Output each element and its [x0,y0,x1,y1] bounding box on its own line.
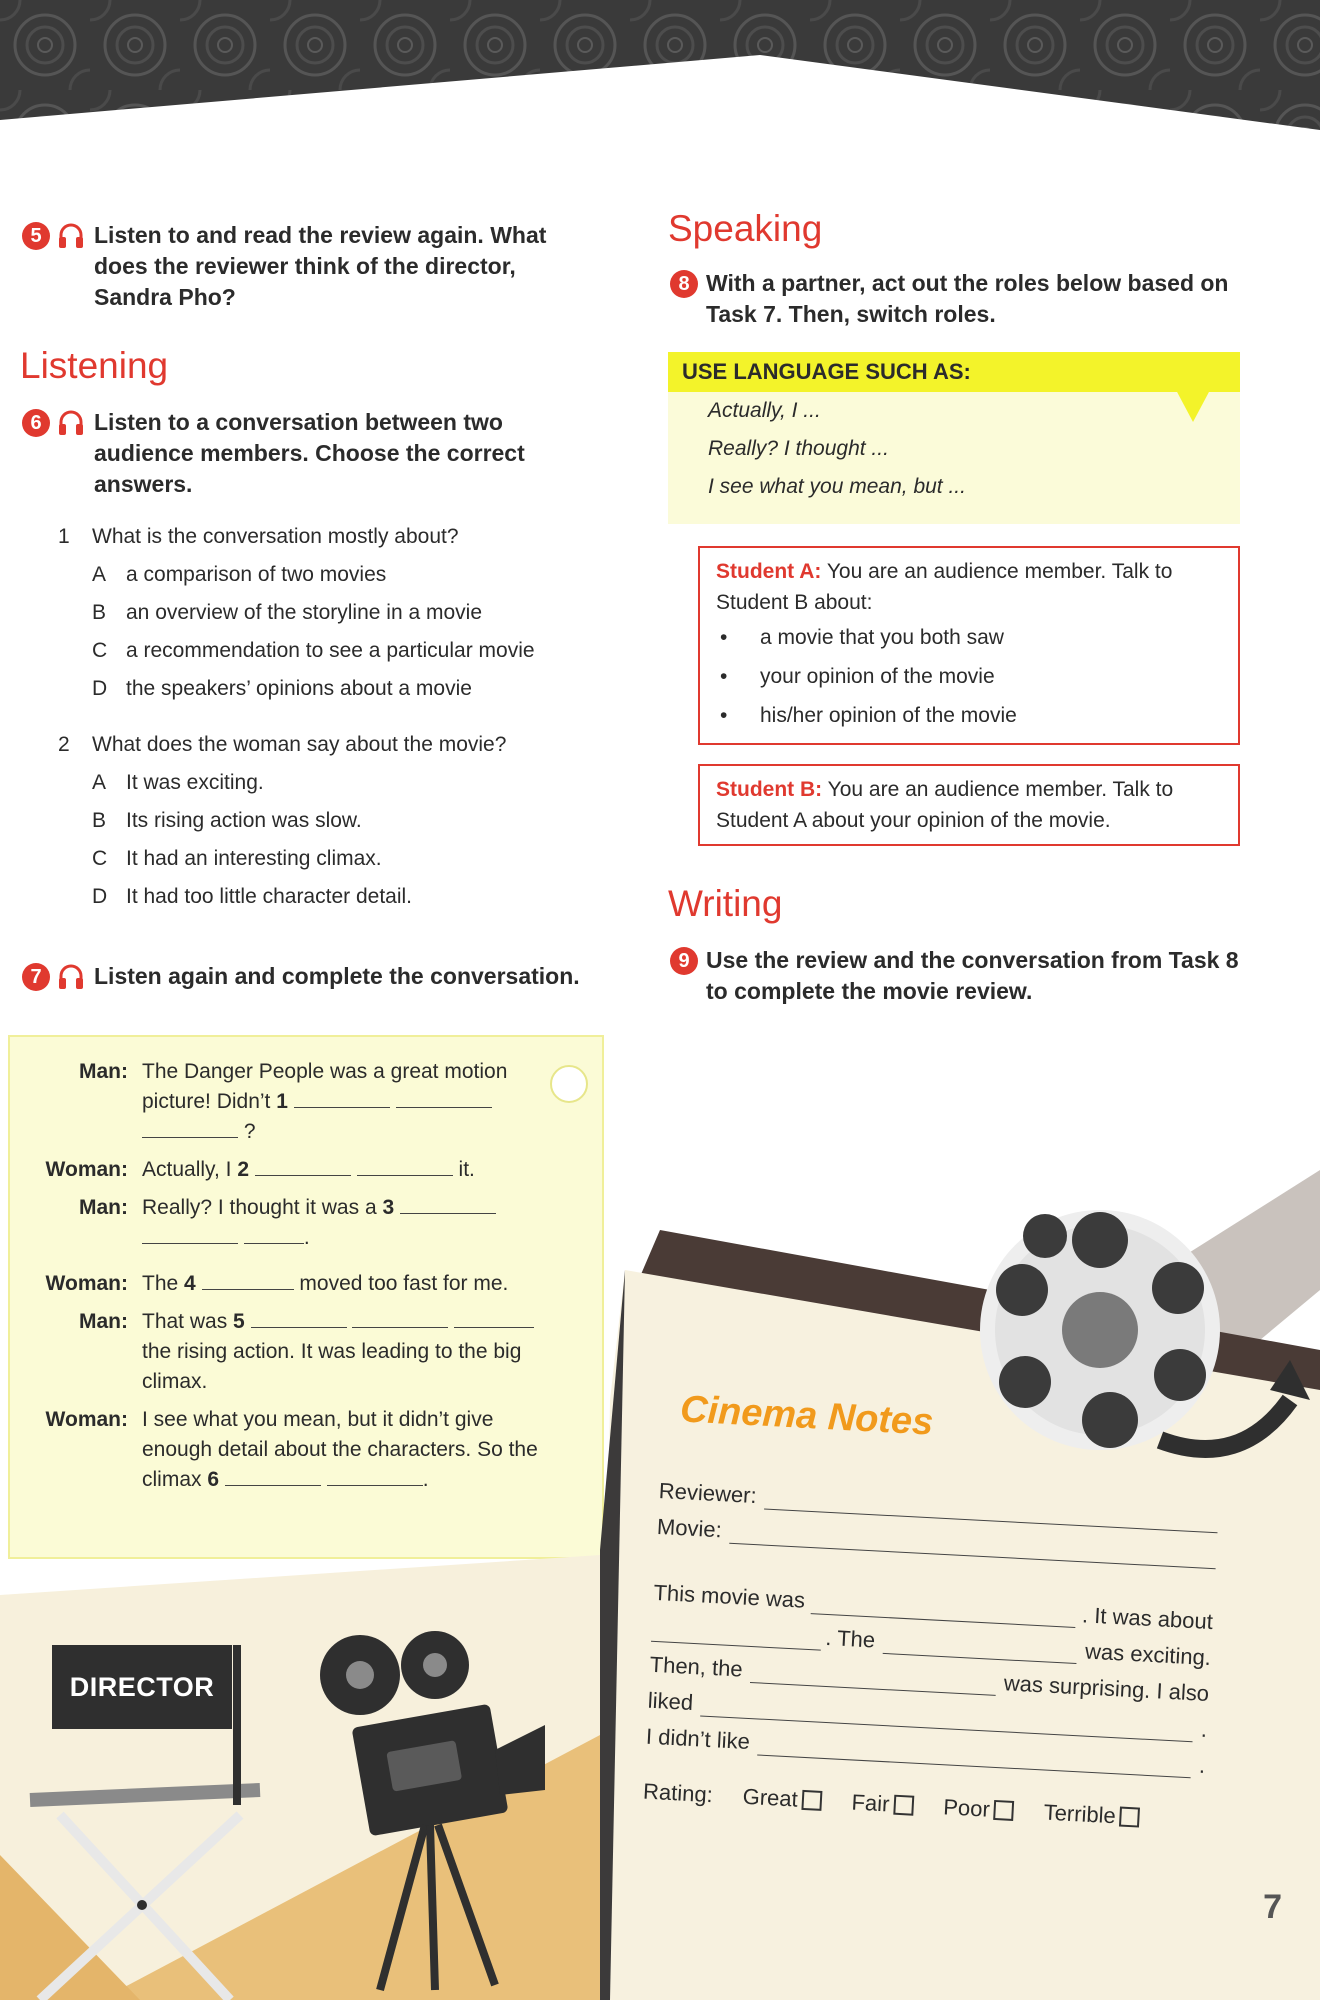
task-5-instruction [22,220,582,313]
option-letter: D [92,677,108,700]
review-text: liked [647,1687,694,1716]
speaking-heading: Speaking [668,208,823,249]
blank-number: 5 [233,1310,245,1333]
headphones-icon [58,409,84,437]
answer-blank[interactable] [327,1467,423,1486]
director-illustration [0,1555,600,2000]
line-end: . [303,1226,310,1249]
option-letter: A [92,771,107,794]
option-text: a recommendation to see a particular movie [126,639,535,662]
dialogue-line [142,1269,566,1299]
option-text: It was exciting. [126,771,264,794]
task-text: Listen to a conversation between two audience members. Choose the correct answers. [94,409,525,497]
page-number: 7 [1263,1888,1282,1926]
question-number: 2 [58,733,70,756]
blank-number: 3 [382,1196,395,1219]
student-a-role-card [698,546,1240,745]
language-phrase: Really? I thought ... [708,437,889,460]
task-text: Listen to and read the review again. What does the reviewer think of the director, Sandra Pho? [94,222,547,310]
speaker-label: Man: [79,1310,128,1333]
line-end: ? [243,1120,256,1143]
review-text: . It was about [1081,1602,1214,1635]
rating-option-great[interactable] [742,1784,822,1814]
movie-field[interactable] [729,1543,1216,1569]
option-text: It had too little character detail. [126,885,412,908]
dialogue-line [142,1155,566,1185]
use-language-box [668,352,1240,524]
option-letter: C [92,847,108,870]
headphones-icon [58,963,84,991]
director-sign: DIRECTOR [52,1645,232,1729]
blank-number: 6 [207,1468,220,1491]
review-text: This movie was [652,1579,806,1613]
answer-blank[interactable] [357,1157,453,1176]
option-text: It had an interesting climax. [126,847,382,870]
reviewer-label: Reviewer: [658,1477,758,1509]
checkbox-icon[interactable] [1119,1807,1140,1828]
dialogue-line [142,1057,566,1147]
speaker-label: Woman: [45,1272,128,1295]
rating-label: Rating: [642,1778,714,1808]
bullet-text: your opinion of the movie [760,665,995,688]
checkbox-icon[interactable] [801,1790,822,1811]
answer-option[interactable] [92,594,598,632]
task-number-badge: 9 [670,947,698,975]
use-language-title: USE LANGUAGE SUCH AS: [668,352,1240,392]
dialogue-line [142,1405,566,1495]
answer-option[interactable] [92,802,598,840]
language-phrase: Actually, I ... [708,399,821,422]
answer-blank[interactable] [352,1309,448,1328]
bullet-item: • his/her opinion of the movie [716,696,1222,735]
line-end: moved too fast for me. [299,1272,509,1295]
answer-blank[interactable] [255,1157,351,1176]
rating-option-fair[interactable] [851,1790,914,1819]
line-text: I see what you mean, but it didn’t give enough detail about the characters. So the climax [142,1408,538,1491]
speaker-label: Woman: [45,1158,128,1181]
option-text: a comparison of two movies [126,563,387,586]
blank-number: 4 [184,1272,196,1295]
blank-number: 2 [237,1158,250,1181]
bullet-item: • a movie that you both saw [716,618,1222,657]
listening-heading: Listening [20,345,169,386]
language-phrase: I see what you mean, but ... [708,475,966,498]
question-1 [58,518,598,708]
answer-blank[interactable] [142,1119,238,1138]
review-blank[interactable] [757,1754,1190,1778]
task-number-badge: 5 [22,222,50,250]
line-text: Really? I thought it was a [142,1196,377,1219]
review-text: Then, the [649,1651,744,1682]
answer-blank[interactable] [202,1271,294,1290]
review-text: was exciting. [1084,1638,1212,1671]
answer-blank[interactable] [294,1089,390,1108]
rating-text: Fair [850,1789,891,1817]
speaker-label: Man: [79,1196,128,1219]
answer-option[interactable] [92,632,598,670]
option-letter: C [92,639,108,662]
conversation-panel [8,1035,604,1559]
checkbox-icon[interactable] [993,1800,1014,1821]
rating-option-poor[interactable] [943,1794,1015,1824]
question-text: What does the woman say about the movie? [92,733,507,756]
callout-pointer [1176,390,1210,422]
answer-blank[interactable] [251,1309,347,1328]
line-end: the rising action. It was leading to the big climax. [142,1340,522,1393]
question-text: What is the conversation mostly about? [92,525,459,548]
role-label: Student A: [716,560,822,583]
line-text: That was [142,1310,228,1333]
rating-text: Terrible [1043,1799,1117,1829]
review-text: was surprising. I also [1003,1670,1210,1707]
speaker-label: Man: [79,1060,128,1083]
answer-blank[interactable] [454,1309,534,1328]
answer-option[interactable] [92,556,598,594]
headphones-icon [58,222,84,250]
task-number-badge: 6 [22,409,50,437]
line-text: The [142,1272,179,1295]
movie-review-form [642,1470,1219,1841]
review-text: I didn’t like [645,1723,751,1755]
line-end: it. [458,1158,475,1181]
rating-text: Great [742,1783,799,1812]
option-text: Its rising action was slow. [126,809,362,832]
answer-blank[interactable] [225,1467,321,1486]
role-text: You are an audience member. Talk to Student B about: [716,560,1173,614]
rating-text: Poor [942,1794,991,1822]
answer-option[interactable] [92,840,598,878]
review-text: . The [824,1624,876,1653]
bullet-text: his/her opinion of the movie [760,704,1017,727]
student-b-role-card [698,764,1240,846]
task-number-badge: 8 [670,270,698,298]
option-letter: A [92,563,107,586]
task-text: Use the review and the conversation from Task 8 to complete the movie review. [706,947,1239,1004]
answer-blank[interactable] [400,1195,496,1214]
task-6-instruction [22,407,582,500]
speaker-label: Woman: [45,1408,128,1431]
blank-number: 1 [276,1090,288,1113]
task-text: Listen again and complete the conversation. [94,963,580,989]
review-text: . [1200,1716,1208,1742]
task-8-instruction [670,268,1250,330]
decorative-header-banner [0,0,1320,140]
dialogue-line [142,1307,566,1397]
role-text: You are an audience member. Talk to Student A about your opinion of the movie. [716,778,1174,832]
option-letter: B [92,601,107,624]
answer-blank[interactable] [396,1089,492,1108]
task-number-badge: 7 [22,963,50,991]
bullet-item: • your opinion of the movie [716,657,1222,696]
movie-label: Movie: [656,1513,723,1543]
task-9-instruction [670,945,1250,1007]
cinema-notes-title: Cinema Notes [679,1388,935,1444]
answer-blank[interactable] [142,1225,238,1244]
dialogue-line [142,1193,566,1253]
option-text: the speakers’ opinions about a movie [126,677,472,700]
option-letter: D [92,885,108,908]
answer-option[interactable] [92,764,598,802]
writing-heading: Writing [668,883,783,924]
task-text: With a partner, act out the roles below based on Task 7. Then, switch roles. [706,270,1229,327]
dialogue [16,1057,566,1495]
bullet-text: a movie that you both saw [760,626,1004,649]
option-letter: B [92,809,107,832]
line-text: Actually, I [142,1158,232,1181]
question-number: 1 [58,525,70,548]
rating-option-terrible[interactable] [1043,1800,1140,1831]
checkbox-icon[interactable] [893,1795,914,1816]
question-2 [58,726,598,916]
option-text: an overview of the storyline in a movie [126,601,483,624]
answer-option[interactable] [92,670,598,708]
line-end: . [422,1468,429,1491]
task-7-instruction [22,961,582,992]
line-text: The Danger People was a great motion picture! Didn’t [142,1060,508,1113]
role-label: Student B: [716,778,823,801]
answer-option[interactable] [92,878,598,916]
review-text: . [1198,1752,1206,1778]
answer-blank[interactable] [244,1225,304,1244]
